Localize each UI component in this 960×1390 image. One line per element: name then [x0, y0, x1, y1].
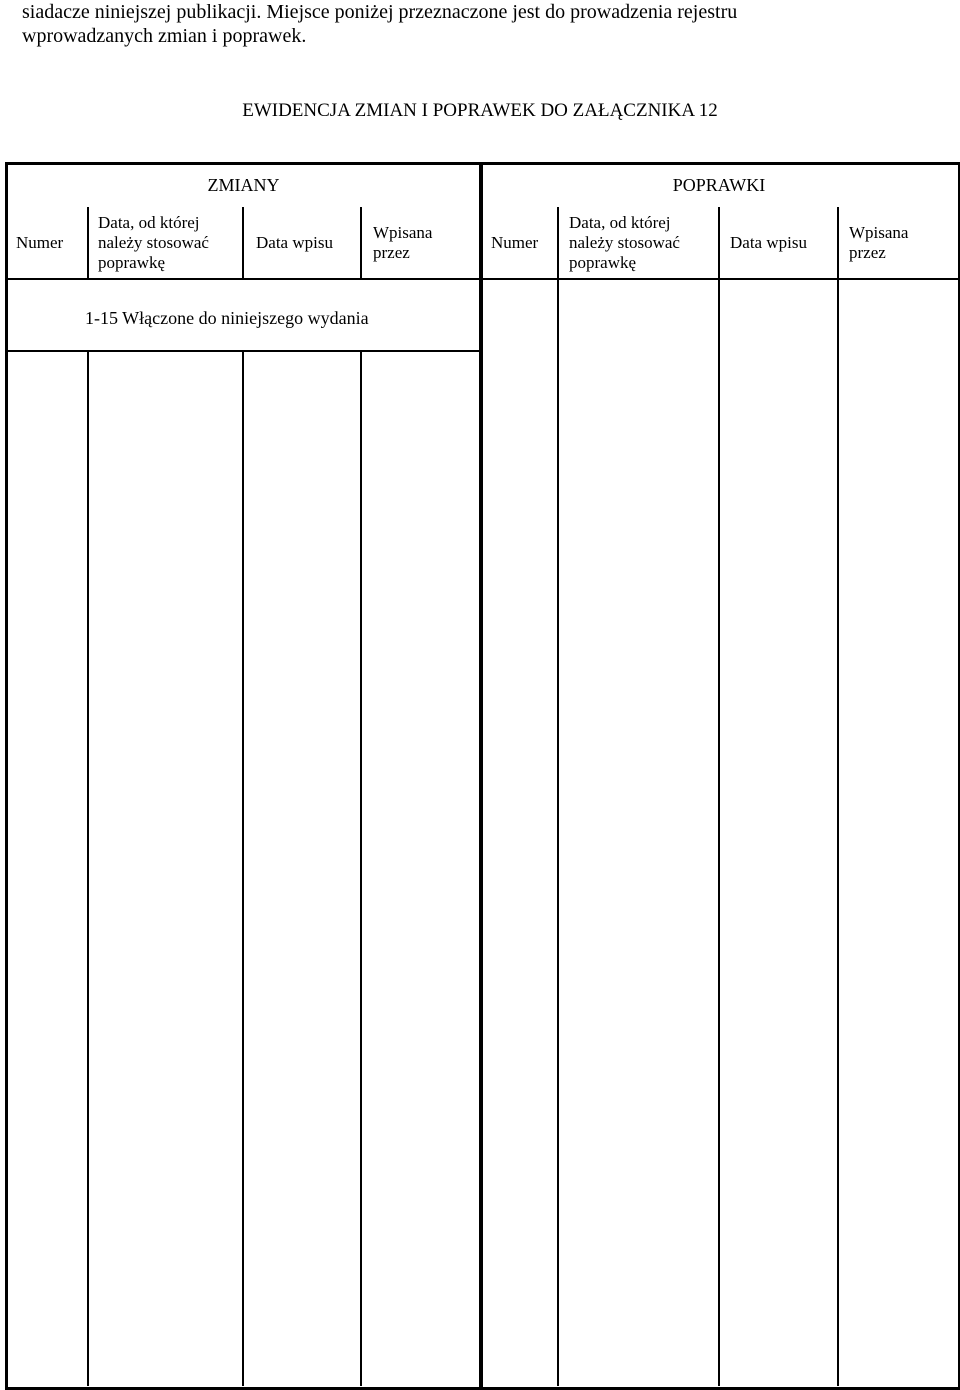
first-entry-row-border — [5, 350, 481, 352]
intro-line-1: siadacze niniejszej publikacji. Miejsce poniżej przeznaczone jest do prowadzenia rejestru — [22, 1, 738, 23]
zmiany-header-wpisana-przez: Wpisana przez — [373, 223, 433, 262]
register-heading: EWIDENCJA ZMIAN I POPRAWEK DO ZAŁĄCZNIKA 12 — [242, 100, 718, 121]
poprawki-header-data-od: Data, od której należy stosować poprawkę — [569, 213, 680, 272]
intro-line-2: wprowadzanych zmian i poprawek. — [22, 25, 307, 47]
zmiany-col-divider-1 — [87, 207, 89, 280]
zmiany-col-divider-3 — [360, 207, 362, 280]
poprawki-header-data-wpisu: Data wpisu — [730, 233, 807, 252]
poprawki-col-divider-1 — [557, 207, 559, 1386]
zmiany-col-divider-2-body — [242, 350, 244, 1386]
zmiany-col-divider-1-body — [87, 350, 89, 1386]
poprawki-col-divider-3 — [837, 207, 839, 1386]
intro-paragraph — [22, 0, 957, 48]
first-entry-text: 1-15 Włączone do niniejszego wydania — [85, 308, 369, 328]
poprawki-col-divider-2 — [718, 207, 720, 1386]
zmiany-col-divider-3-body — [360, 350, 362, 1386]
group-divider — [479, 162, 483, 1390]
zmiany-header-data-wpisu: Data wpisu — [256, 233, 333, 252]
header-bottom-border — [5, 278, 958, 280]
poprawki-header-numer: Numer — [491, 233, 539, 252]
zmiany-group-title: ZMIANY — [207, 175, 280, 195]
zmiany-col-divider-2 — [242, 207, 244, 280]
zmiany-header-data-od: Data, od której należy stosować poprawkę — [98, 213, 209, 272]
poprawki-header-wpisana-przez: Wpisana przez — [849, 223, 909, 262]
poprawki-group-title: POPRAWKI — [672, 175, 766, 195]
zmiany-header-numer: Numer — [16, 233, 64, 252]
